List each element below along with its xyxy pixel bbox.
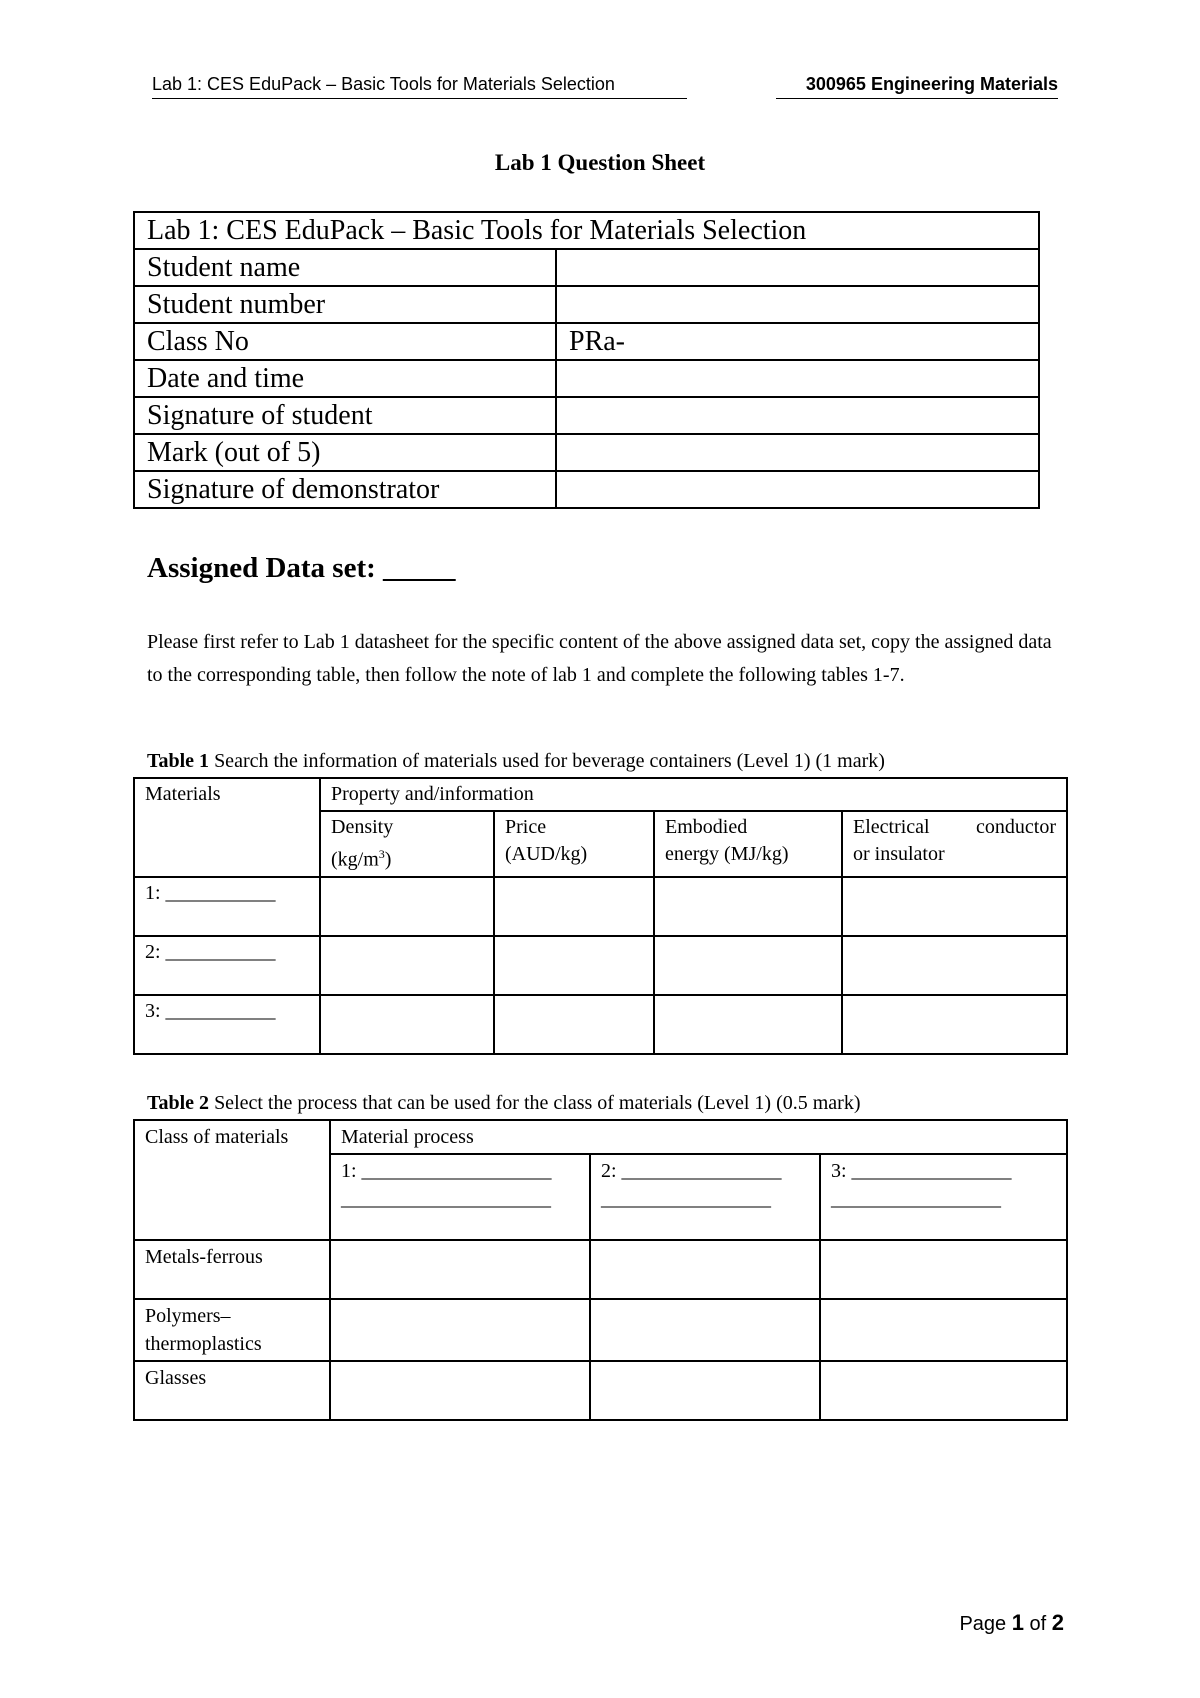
col-property-group: Property and/information — [320, 778, 1067, 811]
material-label: 1: ___________ — [134, 877, 320, 936]
table-row — [134, 249, 1039, 286]
info-label: Student number — [134, 286, 556, 323]
material-label: 3: ___________ — [134, 995, 320, 1054]
col-process-1: 1: ___________________ _____________________ — [330, 1154, 590, 1240]
table1-caption — [147, 750, 885, 773]
info-value: PRa- — [556, 323, 1039, 360]
info-value — [556, 360, 1039, 397]
table2-caption-text: Select the process that can be used for the class of materials (Level 1) (0.5 mark) — [209, 1092, 861, 1114]
student-info-table — [133, 211, 1040, 509]
info-label: Date and time — [134, 360, 556, 397]
info-label: Signature of demonstrator — [134, 471, 556, 508]
table-row — [134, 397, 1039, 434]
col-price: Price (AUD/kg) — [494, 811, 654, 877]
table-row — [134, 323, 1039, 360]
header-left-text: Lab 1: CES EduPack – Basic Tools for Materials Selection — [152, 74, 615, 94]
info-table-heading: Lab 1: CES EduPack – Basic Tools for Materials Selection — [134, 212, 1039, 249]
info-label: Signature of student — [134, 397, 556, 434]
info-value — [556, 249, 1039, 286]
table1-caption-label: Table 1 — [147, 750, 210, 772]
col-class-of-materials: Class of materials — [134, 1120, 330, 1240]
table2-caption-label: Table 2 — [147, 1092, 210, 1114]
table-row — [134, 471, 1039, 508]
info-value — [556, 471, 1039, 508]
material-class-label: Glasses — [134, 1361, 330, 1420]
material-class-label: Metals-ferrous — [134, 1240, 330, 1299]
col-process-3: 3: ________________ _________________ — [820, 1154, 1067, 1240]
page-title: Lab 1 Question Sheet — [494, 150, 706, 175]
info-label: Class No — [134, 323, 556, 360]
materials-property-table — [133, 777, 1068, 1055]
col-process-2: 2: ________________ _________________ — [590, 1154, 820, 1240]
material-process-table — [133, 1119, 1068, 1421]
table1-caption-text: Search the information of materials used for beverage containers (Level 1) (1 mark) — [209, 750, 885, 772]
page-number: Page 1 of 2 — [959, 1610, 1064, 1635]
info-label: Student name — [134, 249, 556, 286]
col-electrical: Electrical conductor or insulator — [842, 811, 1067, 877]
table2-caption — [147, 1092, 860, 1115]
col-material-process: Material process — [330, 1120, 1067, 1154]
col-embodied-energy: Embodied energy (MJ/kg) — [654, 811, 842, 877]
table-row — [134, 936, 1067, 995]
material-label: 2: ___________ — [134, 936, 320, 995]
info-label: Mark (out of 5) — [134, 434, 556, 471]
header-right-text: 300965 Engineering Materials — [805, 74, 1058, 94]
table-row — [134, 286, 1039, 323]
instructions-paragraph: Please first refer to Lab 1 datasheet for the specific content of the above assigned data set, copy the assigned data to the corresponding table, then follow the note of lab 1 and complete the following tables 1-7. — [147, 631, 1052, 686]
table-row — [134, 877, 1067, 936]
table-row — [134, 995, 1067, 1054]
info-value — [556, 286, 1039, 323]
col-materials: Materials — [134, 778, 320, 877]
page-header — [152, 74, 1058, 99]
info-value — [556, 397, 1039, 434]
table-row — [134, 1240, 1067, 1299]
info-value — [556, 434, 1039, 471]
col-density: Density $(kg/m^3)$ — [320, 811, 494, 877]
table-row — [134, 1361, 1067, 1420]
assigned-data-set: Assigned Data set: _____ — [147, 552, 456, 584]
table-row — [134, 360, 1039, 397]
table-row — [134, 434, 1039, 471]
table-row — [134, 1299, 1067, 1361]
material-class-label: Polymers– thermoplastics — [134, 1299, 330, 1361]
